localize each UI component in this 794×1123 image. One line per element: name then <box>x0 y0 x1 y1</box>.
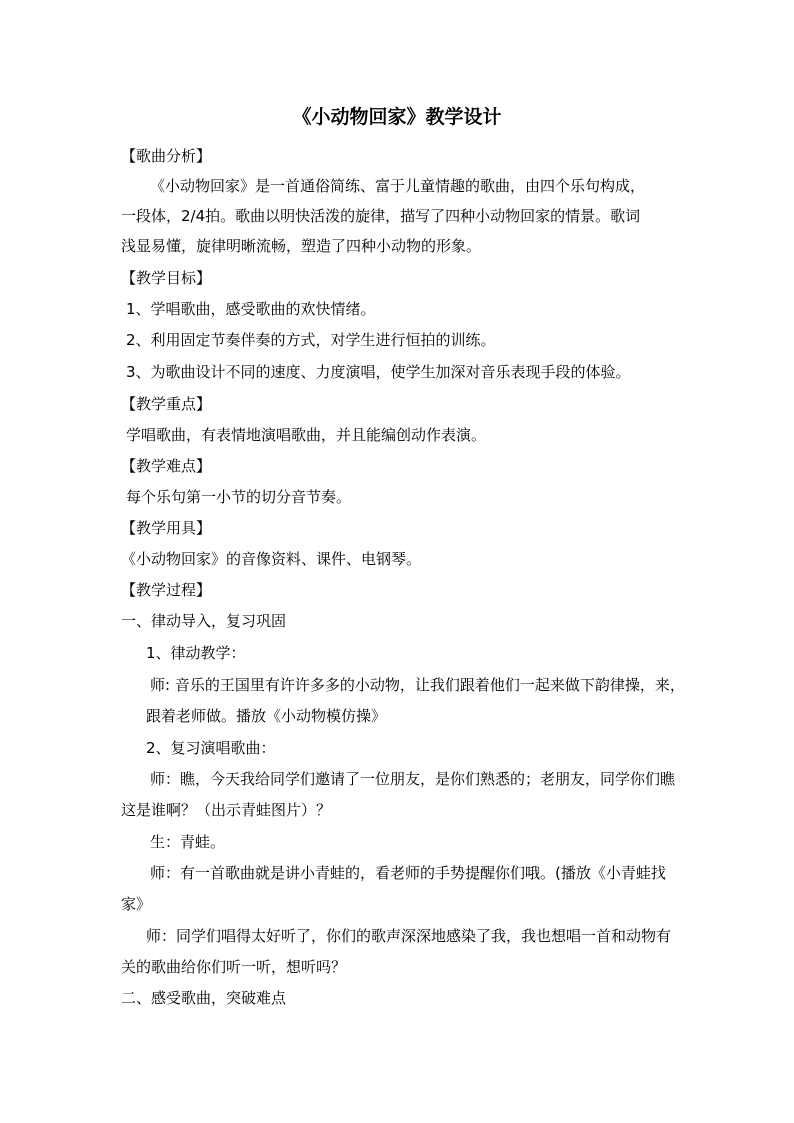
paragraph-line: 《小动物回家》是一首通俗简练、富于儿童情趣的歌曲，由四个乐句构成， <box>150 177 646 195</box>
paragraph-line: 师: 音乐的王国里有许许多多的小动物，让我们跟着他们一起来做下韵律操，来， <box>150 676 685 694</box>
section-heading-teaching-tools: 【教学用具】 <box>121 519 212 537</box>
section-heading-teaching-process: 【教学过程】 <box>121 581 212 599</box>
paragraph-line: 学唱歌曲，有表情地演唱歌曲，并且能编创动作表演。 <box>126 426 487 444</box>
paragraph-line: 师：同学们唱得太好听了，你们的歌声深深地感染了我，我也想唱一首和动物有 <box>146 927 672 945</box>
paragraph-line: 生：青蛙。 <box>150 833 226 851</box>
section-heading-song-analysis: 【歌曲分析】 <box>121 147 212 165</box>
paragraph-line: 每个乐句第一小节的切分音节奏。 <box>126 488 352 506</box>
paragraph-line: 一段体，2/4拍。歌曲以明快活泼的旋律，描写了四种小动物回家的情景。歌词 <box>121 207 641 225</box>
subheading: 2、复习演唱歌曲： <box>146 739 276 757</box>
paragraph-line: 浅显易懂，旋律明晰流畅，塑造了四种小动物的形象。 <box>121 237 482 255</box>
document-title: 《小动物回家》教学设计 <box>292 106 502 128</box>
paragraph-line: 《小动物回家》的音像资料、课件、电钢琴。 <box>121 550 422 568</box>
list-item: 2、利用固定节奏伴奏的方式，对学生进行恒拍的训练。 <box>126 331 496 349</box>
paragraph-line: 师：瞧，今天我给同学们邀请了一位朋友，是你们熟悉的；老朋友，同学你们瞧 <box>150 770 676 788</box>
paragraph-line: 跟着老师做。播放《小动物模仿操》 <box>146 707 387 725</box>
subheading: 二、感受歌曲，突破难点 <box>121 989 287 1007</box>
subheading: 1、律动教学： <box>146 644 246 662</box>
paragraph-line: 关的歌曲给你们听一听，想听吗？ <box>121 958 347 976</box>
subheading: 一、律动导入，复习巩固 <box>121 612 287 630</box>
paragraph-line: 家》 <box>121 895 152 913</box>
list-item: 3、为歌曲设计不同的速度、力度演唱，使学生加深对音乐表现手段的体验。 <box>126 363 631 381</box>
list-item: 1、学唱歌曲，感受歌曲的欢快情绪。 <box>126 300 376 318</box>
section-heading-teaching-difficulty: 【教学难点】 <box>121 457 212 475</box>
section-heading-teaching-focus: 【教学重点】 <box>121 395 212 413</box>
paragraph-line: 师：有一首歌曲就是讲小青蛙的，看老师的手势提醒你们哦。(播放《小青蛙找 <box>150 864 666 882</box>
paragraph-line: 这是谁啊？（出示青蛙图片）？ <box>121 801 332 819</box>
section-heading-teaching-goals: 【教学目标】 <box>121 269 212 287</box>
